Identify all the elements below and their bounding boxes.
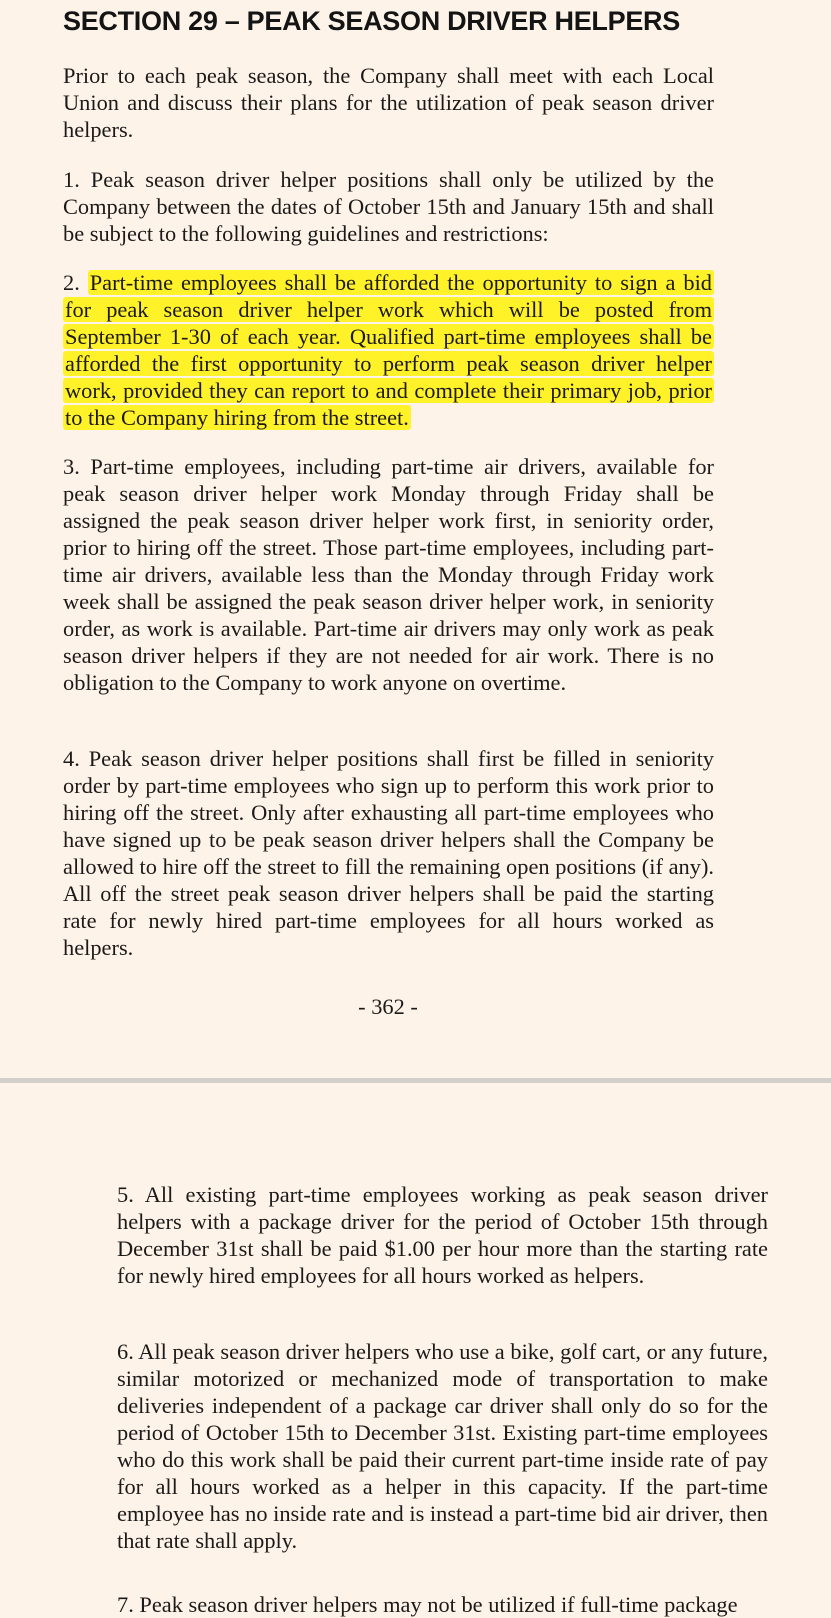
paragraph-3: 3. Part-time employees, including part-time air drivers, available for peak season driver helper work Monday through Friday shall be assigned the peak season driver helper work first, in seniority order, prior to hiring off the street. Those part-time employees, including part-time air drivers, available less than the Monday through Friday work week shall be assigned the peak season driver helper work, in seniority order, as work is available. Part-time air drivers may only work as peak season driver helpers if they are not needed for air work. There is no obligation to the Company to work anyone on overtime. bbox=[63, 454, 714, 695]
paragraph-2 bbox=[63, 269, 714, 431]
paragraph-7-partial-clip bbox=[117, 1583, 768, 1617]
paragraph-2-number: 2. bbox=[63, 270, 80, 295]
intro-paragraph: Prior to each peak season, the Company shall meet with each Local Union and discuss their plans for the utilization of peak season driver helpers. bbox=[63, 63, 714, 142]
section-heading: SECTION 29 – PEAK SEASON DRIVER HELPERS bbox=[63, 6, 680, 36]
paragraph-4: 4. Peak season driver helper positions shall first be filled in seniority order by part-time employees who sign up to perform this work prior to hiring off the street. Only after exhausting all part-time employees who have signed up to be peak season driver helpers shall the Company be allowed to hire off the street to fill the remaining open positions (if any). All off the street peak season driver helpers shall be paid the starting rate for newly hired part-time employees for all hours worked as helpers. bbox=[63, 746, 714, 960]
paragraph-7-partial: 7. Peak season driver helpers may not be utilized if full-time package bbox=[117, 1592, 738, 1617]
paragraph-5: 5. All existing part-time employees working as peak season driver helpers with a package driver for the period of October 15th through December 31st shall be paid $1.00 per hour more than the starting rate for newly hired employees for all hours worked as helpers. bbox=[117, 1182, 768, 1288]
paragraph-6: 6. All peak season driver helpers who use a bike, golf cart, or any future, similar motorized or mechanized mode of transportation to make deliveries independent of a package car driver shall only do so for the period of October 15th to December 31st. Existing part-time employees who do this work shall be paid their current part-time inside rate of pay for all hours worked as a helper in this capacity. If the part-time employee has no inside rate and is instead a part-time bid air driver, then that rate shall apply. bbox=[117, 1339, 768, 1553]
paragraph-1: 1. Peak season driver helper positions shall only be utilized by the Company between the dates of October 15th and January 15th and shall be subject to the following guidelines and restrictions: bbox=[63, 167, 714, 246]
page-number: - 362 - bbox=[358, 994, 418, 1019]
highlighted-text: Part-time employees shall be afforded the opportunity to sign a bid for peak season driver helper work which will be posted from September 1-30 of each year. Qualified part-time employees shall be afforded the first opportunity to perform peak season driver helper work, provided they can report to and complete their primary job, prior to the Company hiring from the street. bbox=[65, 270, 712, 430]
